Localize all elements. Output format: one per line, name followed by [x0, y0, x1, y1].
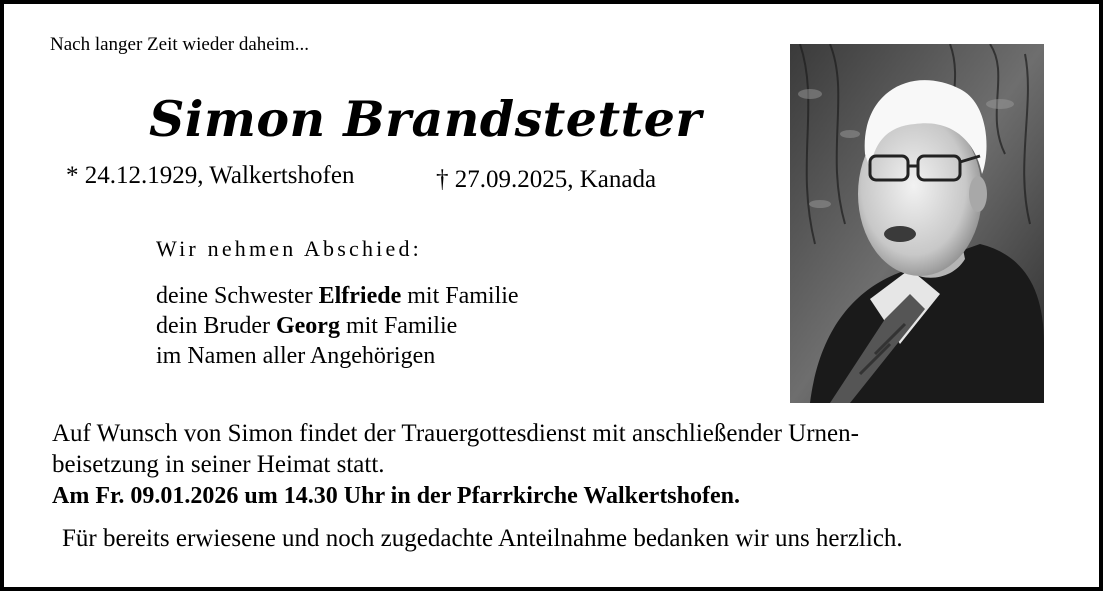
mourners-list [156, 281, 519, 371]
thanks-text: Für bereits erwiesene und noch zugedachte Anteilnahme bedanken wir uns herzlich. [62, 525, 903, 552]
farewell-heading: Wir nehmen Abschied: [156, 236, 422, 261]
death-info: † 27.09.2025, Kanada [436, 166, 657, 193]
portrait-illustration [790, 44, 1044, 403]
mourner-line [156, 341, 519, 371]
mourner-name: Elfriede [318, 283, 402, 309]
mourner-line [156, 281, 519, 311]
portrait-photo [790, 44, 1044, 403]
event-info: Am Fr. 09.01.2026 um 14.30 Uhr in der Pfarrkirche Walkertshofen. [52, 483, 740, 509]
mourner-text: im Namen aller Angehörigen [156, 343, 436, 369]
mourner-text: mit Familie [401, 283, 519, 309]
mourner-text: deine Schwester [156, 283, 319, 309]
mourner-name: Georg [275, 313, 340, 339]
mourner-text: mit Familie [339, 313, 458, 339]
birth-info: * 24.12.1929, Walkertshofen [66, 162, 355, 189]
mourner-text: dein Bruder [156, 313, 276, 339]
service-line-2: beisetzung in seiner Heimat statt. [52, 451, 385, 478]
service-line-1: Auf Wunsch von Simon findet der Trauergottesdienst mit anschließender Urnen- [52, 420, 859, 447]
mourner-line [156, 311, 519, 341]
deceased-name: Simon Brandstetter [149, 90, 702, 148]
intro-text: Nach langer Zeit wieder daheim... [50, 34, 310, 55]
service-notice [52, 418, 859, 480]
